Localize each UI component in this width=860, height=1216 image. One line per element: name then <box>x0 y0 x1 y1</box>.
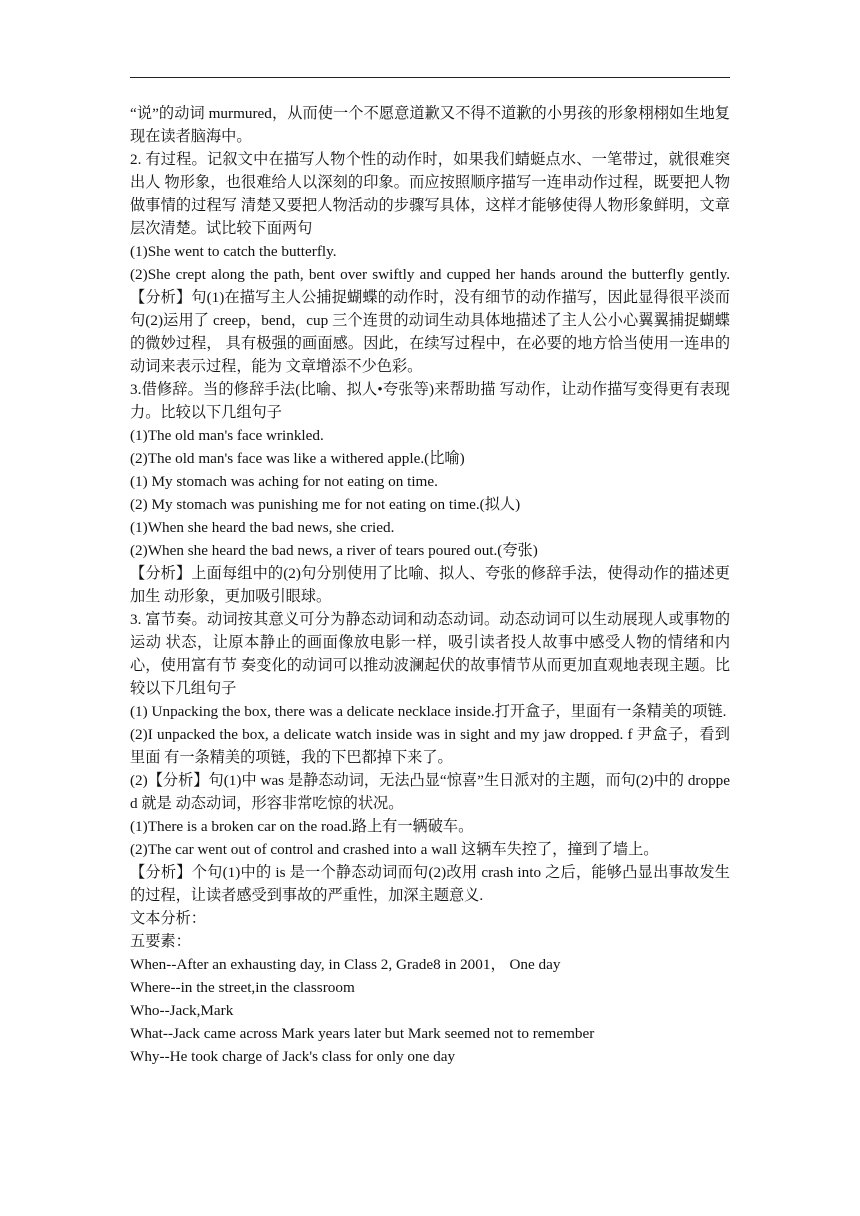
example-car-2: (2)The car went out of control and crashed into a wall 这辆车失控了，撞到了墙上。 <box>130 841 659 858</box>
element-where: Where--in the street,in the classroom <box>130 979 355 996</box>
example-face-2: (2)The old man's face was like a withered apple.(比喻) <box>130 450 465 467</box>
analysis-car: 【分析】个句(1)中的 is 是一个静态动词而句(2)改用 crash into 之后，能够凸显出事故发生的过程，让读者感受到事故的严重性，加深主题意义. <box>130 864 730 904</box>
example-box-2: (2)I unpacked the box, a delicate watch inside was in sight and my jaw dropped. f 尹盒子，看到里面 有一条精美的项链，我的下巴都掉下来了。 <box>130 726 730 766</box>
paragraph-rhythm-heading: 3. 富节奏。动词按其意义可分为静态动词和动态动词。动态动词可以生动展现人或事物的运动 状态，让原本静止的画面像放电影一样，吸引读者投人故事中感受人物的情绪和内心，使用富有节 奏变化的动词可以推动波澜起伏的故事情节从而更加直观地表现主题。比较以下几组句子 <box>130 611 730 697</box>
example-box-1: (1) Unpacking the box, there was a delicate necklace inside.打开盒子，里面有一条精美的项链. <box>130 703 727 720</box>
paragraph-murmured: “说”的动词 murmured，从而使一个不愿意道歉又不得不道歉的小男孩的形象栩栩如生地复现在读者脑海中。 <box>130 105 730 145</box>
example-stomach-1: (1) My stomach was aching for not eating on time. <box>130 473 438 490</box>
element-why: Why--He took charge of Jack's class for only one day <box>130 1048 456 1065</box>
example-car-1: (1)There is a broken car on the road.路上有一辆破车。 <box>130 818 474 835</box>
example-butterfly-2-analysis: (2)She crept along the path, bent over swiftly and cupped her hands around the butterfly gently.【分析】句(1)在描写主人公捕捉蝴蝶的动作时，没有细节的动作描写，因此显得很平淡而句(2)运用了 creep，bend，cup 三个连贯的动词生动具体地描述了主人公小心翼翼捕捉蝴蝶的微妙过程， 具有极强的画面感。因此，在续写过程中，在必要的地方恰当使用一连串的动词来表示过程，能为 文章增添不少色彩。 <box>130 266 730 375</box>
example-news-2: (2)When she heard the bad news, a river of tears poured out.(夸张) <box>130 542 538 559</box>
example-face-1: (1)The old man's face wrinkled. <box>130 427 324 444</box>
element-when: When--After an exhausting day, in Class 2, Grade8 in 2001， One day <box>130 956 561 973</box>
element-who: Who--Jack,Mark <box>130 1002 234 1019</box>
paragraph-rhetoric-heading: 3.借修辞。当的修辞手法(比喻、拟人•夸张等)来帮助描 写动作，让动作描写变得更有表现力。比较以下几组句子 <box>130 381 730 421</box>
paragraph-process-heading: 2. 有过程。记叙文中在描写人物个性的动作时，如果我们蜻蜓点水、一笔带过，就很难突出人 物形象，也很难给人以深刻的印象。而应按照顺序描写一连串动作过程，既要把人物做事情的过程写 清楚又要把人物活动的步骤写具体，这样才能够使得人物形象鲜明，文章层次清楚。试比较下面两句 <box>130 151 730 237</box>
example-butterfly-1: (1)She went to catch the butterfly. <box>130 243 337 260</box>
analysis-rhetoric: 【分析】上面每组中的(2)句分别使用了比喻、拟人、夸张的修辞手法，使得动作的描述更加生 动形象，更加吸引眼球。 <box>130 565 730 605</box>
five-elements-heading: 五要素： <box>130 933 191 950</box>
analysis-box: (2)【分析】句(1)中 was 是静态动词，无法凸显“惊喜”生日派对的主题，而句(2)中的 dropped 就是 动态动词，形容非常吃惊的状况。 <box>130 772 730 812</box>
text-analysis-heading: 文本分析： <box>130 910 206 927</box>
example-news-1: (1)When she heard the bad news, she cried. <box>130 519 395 536</box>
example-stomach-2: (2) My stomach was punishing me for not eating on time.(拟人) <box>130 496 521 513</box>
document-body <box>130 102 730 1068</box>
header-rule <box>130 77 730 78</box>
element-what: What--Jack came across Mark years later but Mark seemed not to remember <box>130 1025 595 1042</box>
